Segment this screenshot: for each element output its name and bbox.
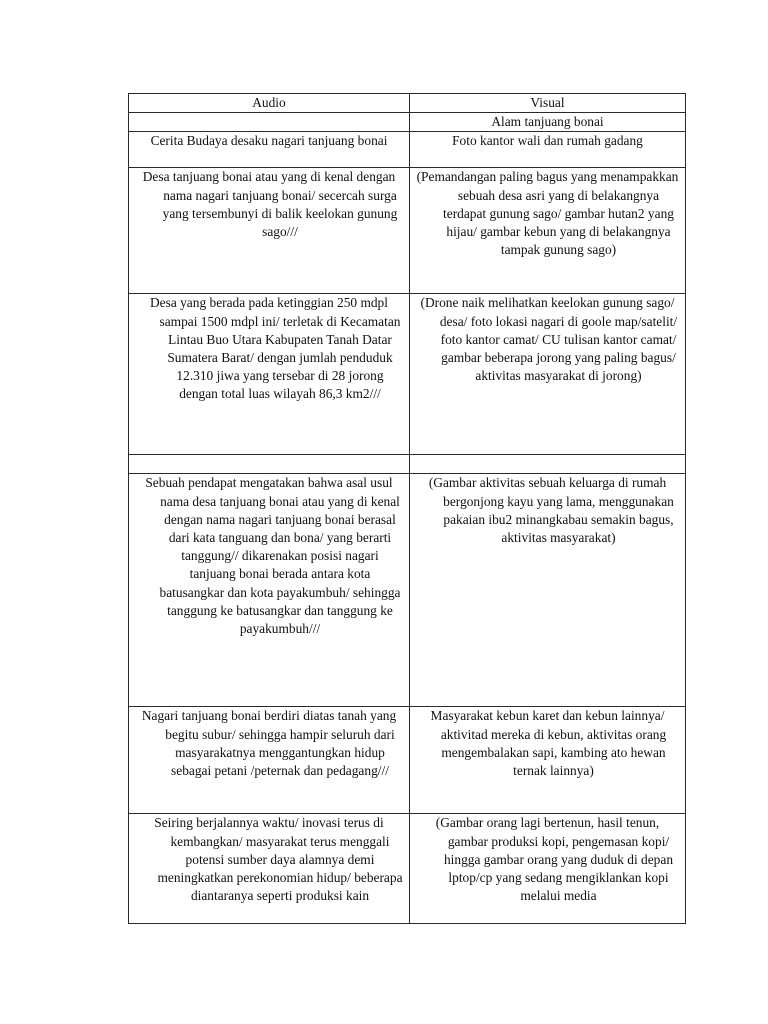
visual-cell	[410, 294, 686, 455]
visual-text: (Pemandangan paling bagus yang menampakkan sebuah desa asri yang di belakangnya terdapat gunung sago/ gambar hutan2 yang hijau/ gambar kebun yang di belakangnya tampak gunung sago)	[416, 169, 679, 258]
audio-text: Cerita Budaya desaku nagari tanjuang bonai	[150, 133, 388, 149]
audio-text: Sebuah pendapat mengatakan bahwa asal usul nama desa tanjuang bonai atau yang di kenal dengan nama nagari tanjuang bonai berasal dari kata tanguang dan bona/ yang berarti tanggung// dikarenakan posisi nagari tanjuang bonai berada antara kota batusangkar dan kota payakumbuh/ sehingga tanggung ke batusangkar dan tanggung ke payakumbuh///	[145, 475, 401, 637]
audio-text: Seiring berjalannya waktu/ inovasi terus di kembangkan/ masyarakat terus menggali potensi sumber daya alamnya demi meningkatkan perekonomian hidup/ beberapa diantaranya seperti produksi kain	[154, 815, 403, 904]
header-audio: Audio	[129, 94, 410, 113]
visual-cell	[410, 474, 686, 707]
table-row	[129, 294, 686, 455]
audio-cell	[129, 814, 410, 924]
visual-cell	[410, 814, 686, 924]
audio-cell	[129, 132, 410, 168]
table-row	[129, 474, 686, 707]
audio-cell	[129, 113, 410, 132]
visual-text: (Gambar orang lagi bertenun, hasil tenun, gambar produksi kopi, pengemasan kopi/ hingga gambar orang yang duduk di depan lptop/cp yang sedang mengiklankan kopi melalui media	[435, 815, 674, 904]
audio-visual-script-table	[128, 93, 686, 924]
visual-cell: Alam tanjuang bonai	[410, 113, 686, 132]
table-header-row	[129, 94, 686, 113]
audio-cell	[129, 707, 410, 814]
audio-text: Nagari tanjuang bonai berdiri diatas tanah yang begitu subur/ sehingga hampir seluruh dari masyarakatnya menggantungkan hidup sebagai petani /peternak dan pedagang///	[141, 708, 397, 779]
table-row	[129, 113, 686, 132]
header-visual: Visual	[410, 94, 686, 113]
table-row	[129, 814, 686, 924]
visual-text: (Drone naik melihatkan keelokan gunung sago/ desa/ foto lokasi nagari di goole map/satelit/ foto kantor camat/ CU tulisan kantor camat/ gambar beberapa jorong yang paling bagus/ aktivitas masyarakat di jorong)	[420, 295, 678, 384]
audio-text: Desa tanjuang bonai atau yang di kenal dengan nama nagari tanjuang bonai/ secercah surga yang tersembunyi di balik keelokan gunung sago///	[142, 169, 398, 240]
table-row	[129, 132, 686, 168]
audio-cell	[129, 168, 410, 294]
visual-cell	[410, 168, 686, 294]
audio-cell	[129, 455, 410, 474]
table-row	[129, 168, 686, 294]
audio-cell	[129, 474, 410, 707]
visual-text: (Gambar aktivitas sebuah keluarga di rumah bergonjong kayu yang lama, menggunakan pakaian ibu2 minangkabau semakin bagus, aktivitas masyarakat)	[428, 475, 674, 546]
table-row	[129, 455, 686, 474]
audio-text: Desa yang berada pada ketinggian 250 mdpl sampai 1500 mdpl ini/ terletak di Kecamatan Lintau Buo Utara Kabupaten Tanah Datar Sumatera Barat/ dengan jumlah penduduk 12.310 jiwa yang tersebar di 28 jorong dengan total luas wilayah 86,3 km2///	[150, 295, 401, 402]
visual-cell	[410, 707, 686, 814]
visual-cell: Foto kantor wali dan rumah gadang	[410, 132, 686, 168]
audio-cell	[129, 294, 410, 455]
visual-text: Masyarakat kebun karet dan kebun lainnya/ aktivitad mereka di kebun, aktivitas orang mengembalakan sapi, kambing ato hewan ternak lainnya)	[430, 708, 667, 779]
table-row	[129, 707, 686, 814]
visual-cell	[410, 455, 686, 474]
